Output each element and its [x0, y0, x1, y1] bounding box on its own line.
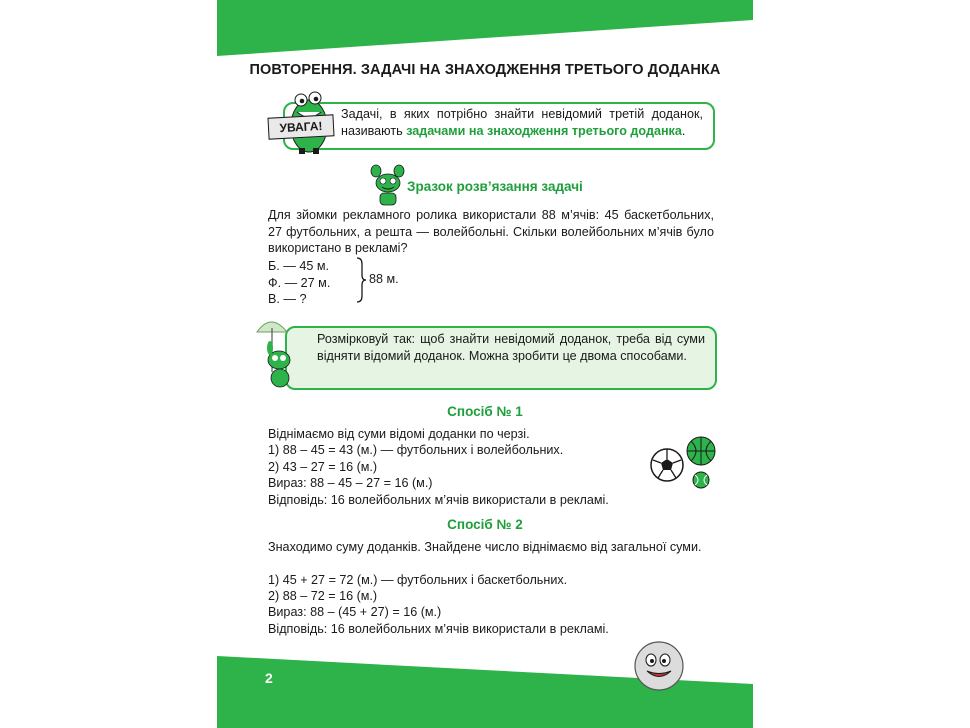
- method1-line: Відповідь: 16 волейбольних м’ячів використали в рекламі.: [268, 493, 609, 507]
- page-number: 2: [265, 670, 273, 686]
- tennis-ball-icon: [693, 472, 709, 488]
- method1-line: 2) 43 – 27 = 16 (м.): [268, 460, 378, 474]
- curly-brace: [355, 256, 367, 304]
- note-line-v: В. — ?: [268, 292, 307, 306]
- attention-highlight: задачами на знаходження третього доданка: [406, 124, 682, 138]
- attention-text: [341, 106, 703, 140]
- attention-tag: УВАГА!: [267, 114, 334, 139]
- method1-line: Вираз: 88 – 45 – 27 = 16 (м.): [268, 476, 433, 490]
- basketball-icon: [687, 437, 715, 465]
- attention-text-part1: Задачі, в яких потрібно знайти невідомий третій доданок, називають: [341, 107, 703, 138]
- sample-heading: Зразок розв’язання задачі: [407, 179, 583, 194]
- smiley-face-icon: [633, 640, 685, 692]
- note-total: 88 м.: [369, 272, 399, 286]
- method2-line: Відповідь: 16 волейбольних м’ячів використали в рекламі.: [268, 622, 609, 636]
- method1-line: 1) 88 – 45 = 43 (м.) — футбольних і волейбольних.: [268, 443, 564, 457]
- note-line-f: Ф. — 27 м.: [268, 276, 331, 290]
- book-page: [217, 0, 753, 728]
- method2-heading: Спосіб № 2: [447, 517, 523, 532]
- attention-text-end: .: [681, 124, 686, 138]
- top-banner: [217, 0, 753, 58]
- method2-intro: Знаходимо суму доданків. Знайдене число віднімаємо від загальної суми.: [268, 540, 702, 554]
- method1-heading: Спосіб № 1: [447, 404, 523, 419]
- note-line-b: Б. — 45 м.: [268, 259, 330, 273]
- method2-line: 2) 88 – 72 = 16 (м.): [268, 589, 378, 603]
- method2-line: Вираз: 88 – (45 + 27) = 16 (м.): [268, 605, 442, 619]
- problem-text: Для зйомки рекламного ролика використали 88 м’ячів: 45 баскетбольних, 27 футбольних, а решта — волейбольні. Скільки волейбольних м’ячів було використано в рекламі?: [268, 208, 714, 256]
- hint-text: Розмірковуй так: щоб знайти невідомий доданок, треба від суми відняти відомий доданок. Можна зробити це двома способами.: [317, 332, 705, 363]
- page-title: ПОВТОРЕННЯ. ЗАДАЧІ НА ЗНАХОДЖЕННЯ ТРЕТЬОГО ДОДАНКА: [249, 62, 721, 78]
- bunny-mascot-icon: [367, 163, 409, 209]
- balls-illustration: [649, 434, 719, 492]
- umbrella-bunny-icon: [253, 312, 309, 392]
- method1-line: Віднімаємо від суми відомі доданки по черзі.: [268, 427, 530, 441]
- soccer-ball-icon: [651, 449, 683, 481]
- method2-line: 1) 45 + 27 = 72 (м.) — футбольних і баскетбольних.: [268, 573, 568, 587]
